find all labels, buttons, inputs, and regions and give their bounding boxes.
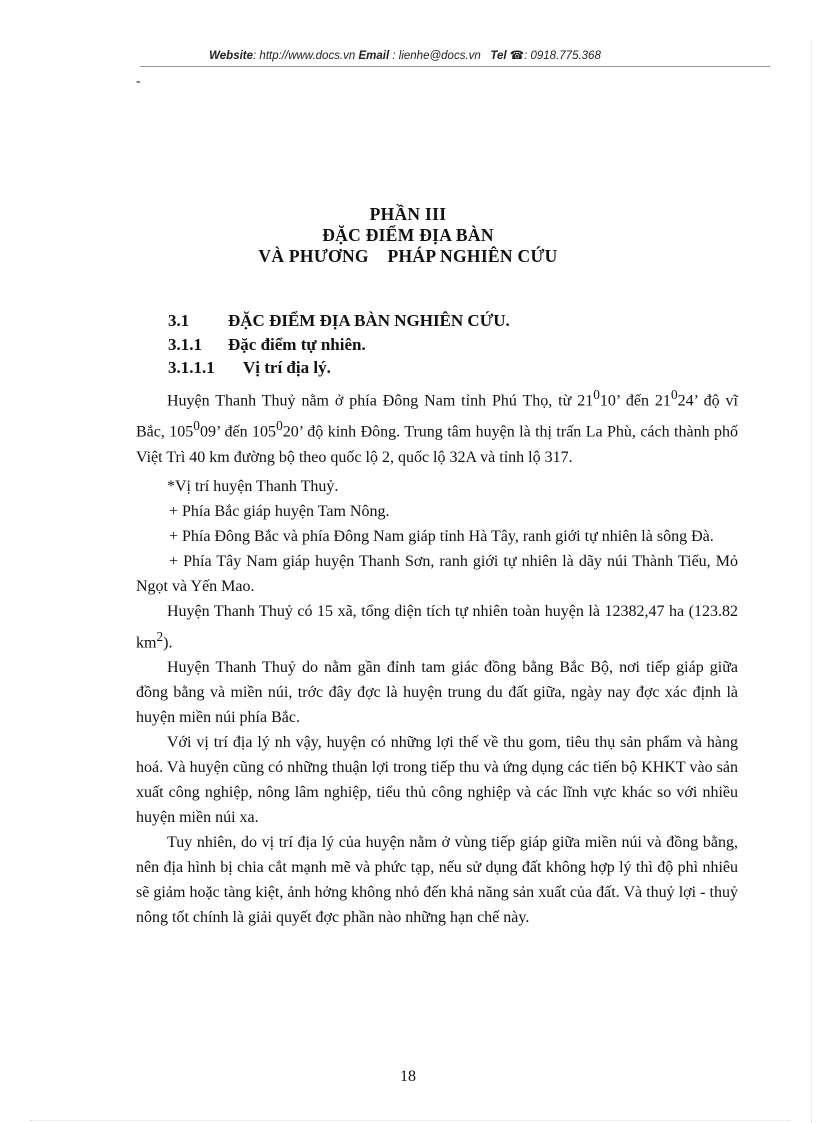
- body-text: [136, 382, 738, 930]
- list-item-northeast: + Phía Đông Bắc và phía Đông Nam giáp tỉnh Hà Tây, ranh giới tự nhiên là sông Đà.: [169, 527, 714, 545]
- subsubsection-heading: [168, 358, 331, 378]
- paragraph-terrain-position: Huyện Thanh Thuỷ do nằm gần đỉnh tam giác đồng bằng Bắc Bộ, nơi tiếp giáp giữa đồng bằng và miền núi, trớc đây đợc là huyện trung du đất giữa, ngày nay đợc xác định là huyện miền núi phía Bắc.: [136, 658, 738, 726]
- paragraph-limitations: Tuy nhiên, do vị trí địa lý của huyện nằm ở vùng tiếp giáp giữa miền núi và đồng bằng, nên địa hình bị chia cắt mạnh mẽ và phức tạp, nếu sử dụng đất không hợp lý thì độ phì nhiêu sẽ giảm hoặc tàng kiệt, ảnh hởng không nhỏ đến khả năng sản xuất của đất. Và thuỷ lợi - thuỷ nông tốt chính là giải quyết đợc phần nào những hạn chế này.: [136, 833, 738, 926]
- subsection-title: Đặc điểm tự nhiên.: [228, 335, 366, 354]
- section-heading: [168, 311, 510, 331]
- subsection-heading: [168, 335, 366, 355]
- email-label: Email: [358, 50, 390, 62]
- email-value: : lienhe@docs.vn: [392, 50, 481, 62]
- page-header: [140, 48, 670, 62]
- subsection-number: 3.1.1: [168, 335, 202, 354]
- subsubsection-title: Vị trí địa lý.: [243, 358, 331, 377]
- phone-icon: ☎: [509, 50, 525, 62]
- right-margin-guide: [811, 40, 812, 1123]
- website-value: : http://www.docs.vn: [253, 50, 356, 62]
- part-title-line-3: VÀ PHƯƠNG PHÁP NGHIÊN CỨU: [258, 246, 558, 266]
- list-item-southwest: + Phía Tây Nam giáp huyện Thanh Sơn, ranh giới tự nhiên là dãy núi Thành Tiểu, Mỏ Ngọt và Yến Mao.: [136, 552, 738, 595]
- paragraph-location: Huyện Thanh Thuỷ nằm ở phía Đông Nam tỉnh Phú Thọ, từ $21^010$’ đến $21^024$’ độ vĩ Bắc, $105^009$’ đến $105^020$’ độ kinh Đông. Trung tâm huyện là thị trấn La Phù, cách thành phố Việt Trì 40 km đường bộ theo quốc lộ 2, quốc lộ 32A và tỉnh lộ 317.: [136, 387, 739, 466]
- part-title: [0, 204, 816, 267]
- tel-value: : 0918.775.368: [524, 50, 601, 62]
- header-divider: [140, 66, 770, 67]
- paragraph-area: Huyện Thanh Thuỷ có 15 xã, tổng diện tích tự nhiên toàn huyện là 12382,47 ha (123.82 $km^2$).: [136, 602, 738, 651]
- tel-label: Tel: [490, 50, 507, 62]
- part-title-line-1: PHẦN III: [369, 204, 447, 224]
- section-title: ĐẶC ĐIỂM ĐỊA BÀN NGHIÊN CỨU.: [228, 311, 510, 330]
- part-title-line-2: ĐẶC ĐIỂM ĐỊA BÀN: [322, 225, 494, 245]
- footer-divider: [30, 1120, 790, 1121]
- paragraph-advantages: Với vị trí địa lý nh vậy, huyện có những lợi thế về thu gom, tiêu thụ sản phẩm và hàng hoá. Và huyện cũng có những thuận lợi trong tiếp thu và ứng dụng các tiến bộ KHKT vào sản xuất công nghiệp, nông lâm nghiệp, tiểu thủ công nghiệp và các lĩnh vực khác so với nhiều huyện miền núi xa.: [136, 733, 738, 826]
- list-item-north: + Phía Bắc giáp huyện Tam Nông.: [169, 502, 390, 520]
- website-label: Website: [209, 50, 254, 62]
- section-number: 3.1: [168, 311, 190, 330]
- stray-mark: -: [136, 74, 141, 89]
- subsubsection-number: 3.1.1.1: [168, 358, 215, 377]
- paragraph-location-heading: *Vị trí huyện Thanh Thuỷ.: [167, 477, 339, 495]
- page-number: 18: [400, 1068, 416, 1085]
